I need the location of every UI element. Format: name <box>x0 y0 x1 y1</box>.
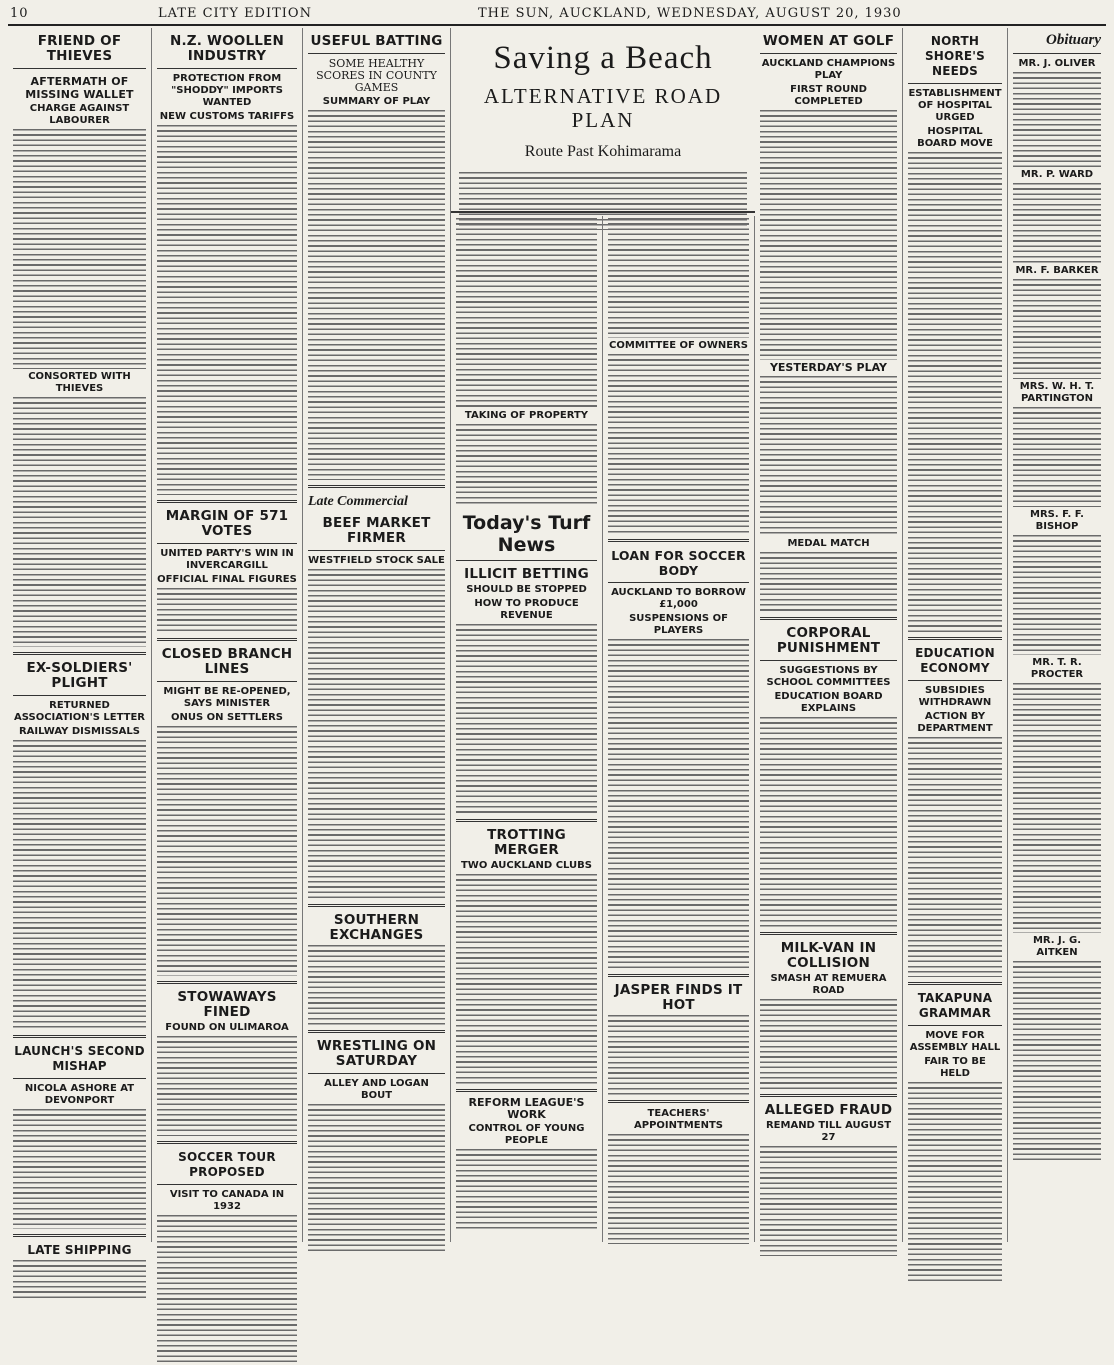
subheadline: COMMITTEE OF OWNERS <box>609 340 748 351</box>
section-label: Late Commercial <box>308 494 408 509</box>
obituary-name: MR. F. BARKER <box>1015 265 1099 276</box>
subheadline: TEACHERS' APPOINTMENTS <box>634 1108 723 1131</box>
edition-label: LATE CITY EDITION <box>158 6 312 21</box>
article-text <box>13 740 146 1030</box>
center-headline-block <box>451 28 755 213</box>
headline: EX-SOLDIERS' PLIGHT <box>26 660 133 691</box>
article-text <box>1013 535 1101 655</box>
subheadline: AUCKLAND CHAMPIONS PLAY <box>761 58 896 81</box>
article-text <box>1013 407 1101 507</box>
headline: ALLEGED FRAUD <box>764 1102 893 1118</box>
article-text <box>760 717 897 927</box>
subheadline: ALLEY AND LOGAN BOUT <box>324 1078 429 1101</box>
column-6 <box>903 28 1008 1242</box>
article-text <box>308 945 445 1025</box>
subheadline: YESTERDAY'S PLAY <box>769 361 888 374</box>
obituary-name: MRS. F. F. BISHOP <box>1030 509 1084 532</box>
subheadline: VISIT TO CANADA IN 1932 <box>169 1189 285 1212</box>
headline: WRESTLING ON SATURDAY <box>316 1038 437 1069</box>
headline: JASPER FINDS IT HOT <box>614 982 743 1013</box>
subheadline: RAILWAY DISMISSALS <box>18 726 140 737</box>
subheadline: UNITED PARTY'S WIN IN INVERCARGILL <box>160 548 294 571</box>
article-text <box>456 218 597 408</box>
subheadline: MOVE FOR ASSEMBLY HALL <box>909 1030 1001 1053</box>
article-text <box>608 354 749 534</box>
subheadline: MIGHT BE RE-OPENED, SAYS MINISTER <box>163 686 291 709</box>
headline: CLOSED BRANCH LINES <box>161 646 293 677</box>
article-text <box>456 874 597 1084</box>
subheadline: ONUS ON SETTLERS <box>170 712 284 723</box>
article-text <box>157 726 297 976</box>
subheadline: PROTECTION FROM "SHODDY" IMPORTS WANTED <box>171 73 283 108</box>
subheadline: FOUND ON ULIMAROA <box>165 1022 289 1033</box>
subheadline: NICOLA ASHORE AT DEVONPORT <box>24 1083 135 1106</box>
headline: EDUCATION ECONOMY <box>915 646 995 675</box>
paper-date: THE SUN, AUCKLAND, WEDNESDAY, AUGUST 20, 1930 <box>478 6 902 21</box>
headline: TAKAPUNA GRAMMAR <box>917 991 993 1020</box>
subheadline: ESTABLISHMENT OF HOSPITAL URGED <box>908 88 1002 123</box>
obituary-name: MR. J. G. AITKEN <box>1032 935 1082 958</box>
column-3 <box>303 28 451 1242</box>
page-deck: Route Past Kohimarama <box>524 143 682 160</box>
article-text <box>157 1036 297 1136</box>
headline: SOCCER TOUR PROPOSED <box>178 1150 276 1179</box>
subheadline: FIRST ROUND COMPLETED <box>790 84 867 107</box>
headline: USEFUL BATTING <box>310 33 443 49</box>
article-text <box>308 110 445 480</box>
obituary-name: MR. T. R. PROCTER <box>1030 657 1084 680</box>
headline: LOAN FOR SOCCER BODY <box>611 548 746 578</box>
article-text <box>908 737 1002 977</box>
column-7 <box>1008 28 1106 1242</box>
obituary-name: MR. P. WARD <box>1020 169 1094 180</box>
section-title: Obituary <box>1045 32 1101 48</box>
subheadline: REFORM LEAGUE'S WORK <box>468 1096 585 1121</box>
headline: LATE SHIPPING <box>27 1243 132 1257</box>
article-text <box>1013 683 1101 933</box>
headline: CORPORAL PUNISHMENT <box>776 625 881 656</box>
article-text <box>308 569 445 899</box>
subheadline: AFTERMATH OF MISSING WALLET <box>25 75 134 101</box>
headline: LAUNCH'S SECOND MISHAP <box>14 1044 145 1073</box>
subheadline: TAKING OF PROPERTY <box>464 410 589 421</box>
column-2 <box>152 28 303 1242</box>
subheadline: SUBSIDIES WITHDRAWN <box>918 685 992 708</box>
obituary-name: MR. J. OLIVER <box>1018 58 1096 69</box>
article-text <box>608 639 749 969</box>
headline: SOUTHERN EXCHANGES <box>329 912 424 943</box>
article-text <box>760 376 897 536</box>
headline: MARGIN OF 571 VOTES <box>165 508 289 539</box>
article-text <box>908 152 1002 632</box>
subheadline: SUSPENSIONS OF PLAYERS <box>629 613 728 636</box>
subheadline: CONTROL OF YOUNG PEOPLE <box>468 1123 585 1146</box>
article-text <box>13 129 146 369</box>
obituary-name: MRS. W. H. T. PARTINGTON <box>1019 381 1095 404</box>
article-text <box>456 624 597 814</box>
masthead <box>8 2 1106 26</box>
article-text <box>760 1146 897 1256</box>
headline: N.Z. WOOLLEN INDUSTRY <box>169 33 284 64</box>
subheadline: SHOULD BE STOPPED <box>466 584 587 595</box>
article-text <box>13 397 146 647</box>
article-text <box>456 1149 597 1229</box>
headline: MILK-VAN IN COLLISION <box>780 940 877 971</box>
article-text <box>308 1104 445 1254</box>
headline: FRIEND OF THIEVES <box>37 33 122 64</box>
headline: NORTH SHORE'S NEEDS <box>924 34 986 78</box>
subheadline: ACTION BY DEPARTMENT <box>917 711 993 734</box>
subheadline: HOW TO PRODUCE REVENUE <box>474 598 579 621</box>
subheadline: WESTFIELD STOCK SALE <box>308 555 445 566</box>
subheadline: SUMMARY OF PLAY <box>322 96 431 107</box>
article-text <box>13 1260 146 1300</box>
column-4b <box>603 216 755 1242</box>
article-text <box>608 218 749 338</box>
subheadline: NEW CUSTOMS TARIFFS <box>159 111 295 122</box>
article-text <box>456 424 597 504</box>
section-title: Today's Turf News <box>456 512 597 561</box>
subheadline: OFFICIAL FINAL FIGURES <box>157 574 297 585</box>
column-4a <box>451 216 603 1242</box>
article-text <box>608 1134 749 1244</box>
article-text <box>157 125 297 495</box>
headline: TROTTING MERGER <box>487 827 566 858</box>
headline: BEEF MARKET FIRMER <box>322 515 431 546</box>
article-text <box>1013 183 1101 263</box>
column-5 <box>755 28 903 1242</box>
headline: ILLICIT BETTING <box>464 566 589 582</box>
subheadline: TWO AUCKLAND CLUBS <box>460 860 593 871</box>
subheadline: CHARGE AGAINST LABOURER <box>29 103 130 126</box>
headline: WOMEN AT GOLF <box>762 33 895 49</box>
article-text <box>13 1109 146 1229</box>
article-text <box>760 552 897 612</box>
page-number: 10 <box>10 6 29 21</box>
subheadline: REMAND TILL AUGUST 27 <box>765 1120 892 1143</box>
subheadline: CONSORTED WITH THIEVES <box>28 371 131 394</box>
subheadline: SOME HEALTHY SCORES IN COUNTY GAMES <box>316 57 437 94</box>
subheadline: EDUCATION BOARD EXPLAINS <box>774 691 883 714</box>
subheadline: FAIR TO BE HELD <box>924 1056 986 1079</box>
subheadline: SMASH AT REMUERA ROAD <box>770 973 887 996</box>
article-text <box>608 1015 749 1095</box>
article-text <box>157 588 297 633</box>
subheadline: HOSPITAL BOARD MOVE <box>917 126 993 149</box>
article-text <box>760 999 897 1089</box>
subheadline: MEDAL MATCH <box>787 538 870 549</box>
headline: STOWAWAYS FINED <box>177 989 277 1020</box>
page-title: Saving a Beach <box>493 40 713 76</box>
article-text <box>1013 279 1101 379</box>
article-text <box>157 1215 297 1365</box>
subheadline: RETURNED ASSOCIATION'S LETTER <box>14 700 145 723</box>
page-subtitle: ALTERNATIVE ROAD PLAN <box>483 84 723 132</box>
article-text <box>760 110 897 360</box>
subheadline: AUCKLAND TO BORROW £1,000 <box>611 587 746 610</box>
article-text <box>908 1082 1002 1282</box>
subheadline: SUGGESTIONS BY SCHOOL COMMITTEES <box>766 665 891 688</box>
article-text <box>1013 961 1101 1161</box>
article-text <box>1013 72 1101 167</box>
column-1 <box>8 28 152 1257</box>
